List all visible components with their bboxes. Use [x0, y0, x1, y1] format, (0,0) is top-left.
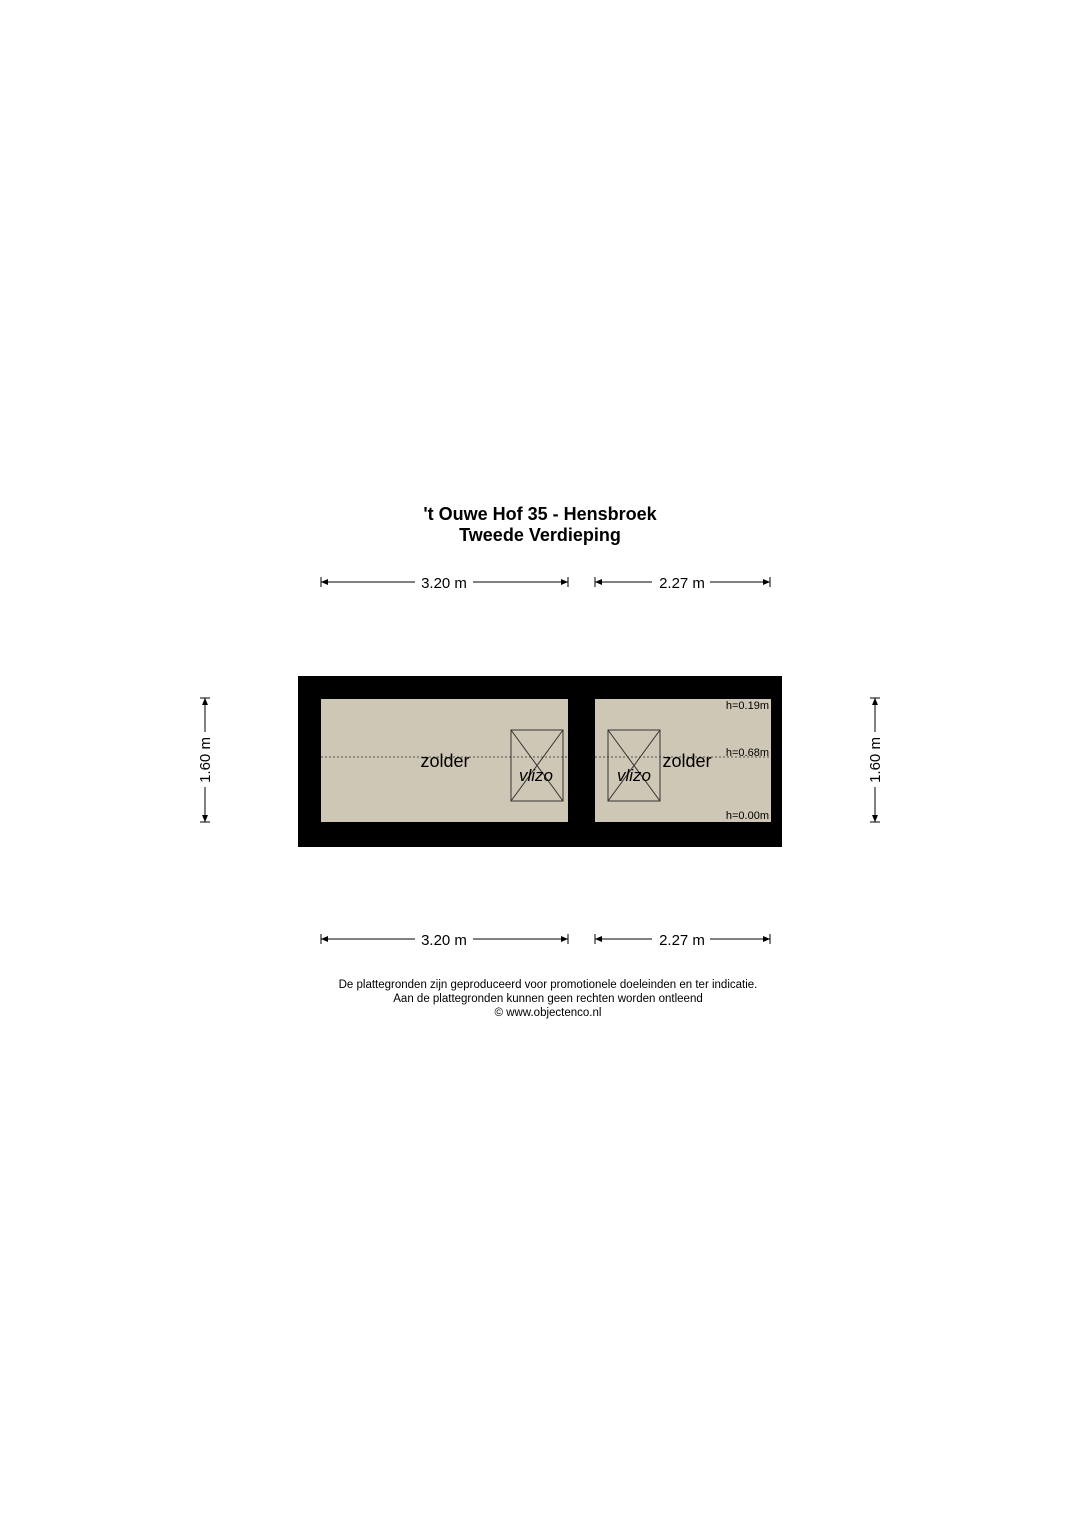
height-mark: h=0.19m: [725, 700, 769, 712]
hatch-label: vlizo: [518, 766, 554, 785]
height-mark: h=0.68m: [725, 747, 769, 759]
height-mark: h=0.00m: [725, 810, 769, 822]
copyright-link: © www.objectenco.nl: [494, 1007, 602, 1019]
dimension-label: 3.20 m: [421, 575, 467, 592]
dimension-label: 1.60 m: [197, 737, 214, 783]
disclaimer-line: Aan de plattegronden kunnen geen rechten worden ontleend: [393, 993, 703, 1005]
dimension-bottom-left: [321, 932, 568, 949]
dimension-label: 2.27 m: [659, 932, 705, 949]
dimension-side-left: [197, 698, 214, 822]
dimension-label: 2.27 m: [659, 575, 705, 592]
plan-title: 't Ouwe Hof 35 - Hensbroek: [423, 504, 657, 524]
dimension-label: 3.20 m: [421, 932, 467, 949]
dimension-label: 1.60 m: [867, 737, 884, 783]
dimension-bottom-right: [595, 932, 770, 949]
dimension-top-left: [321, 575, 568, 592]
dimension-side-right: [867, 698, 884, 822]
hatch-label: vlizo: [616, 766, 652, 785]
room-label: zolder: [420, 751, 470, 771]
disclaimer-line: De plattegronden zijn geproduceerd voor promotionele doeleinden en ter indicatie.: [338, 979, 758, 991]
dimension-top-right: [595, 575, 770, 592]
floor-name: Tweede Verdieping: [459, 525, 621, 545]
room-label: zolder: [662, 751, 712, 771]
